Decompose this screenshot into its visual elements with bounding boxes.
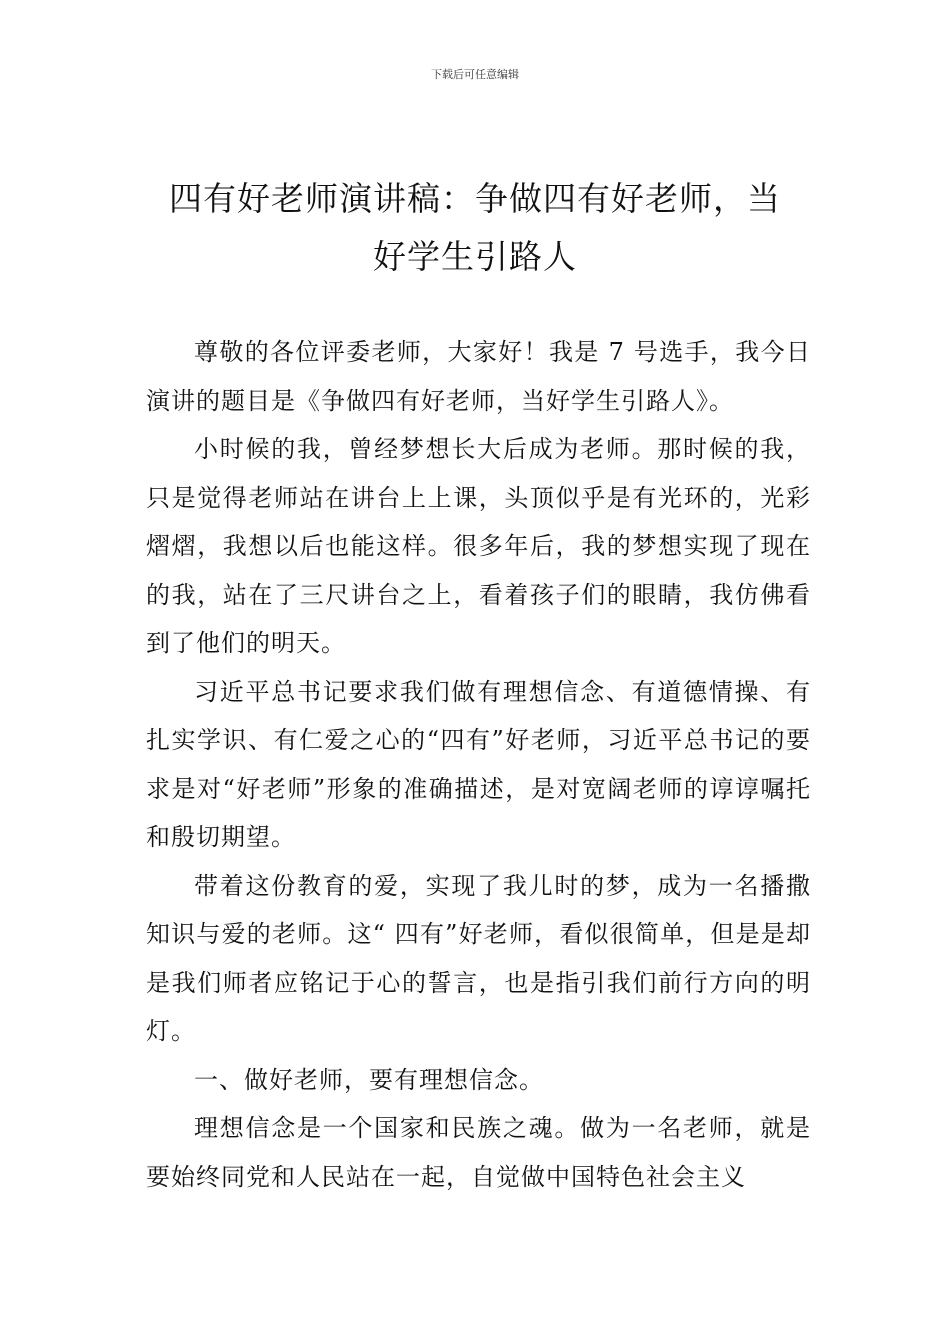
section-heading-1: 一、做好老师，要有理想信念。 [194,1065,544,1094]
title-line-2: 好学生引路人 [373,237,577,276]
page-header-note: 下载后可任意编辑 [431,68,519,81]
paragraph-four-haves: 习近平总书记要求我们做有理想信念、有道德情操、有扎实学识、有仁爱之心的“四有”好老师，习近平总书记的要求是对“好老师”形象的准确描述，是对宽阔老师的谆谆嘱托和殷切期望。 [146,677,811,851]
paragraph-childhood-dream: 小时候的我，曾经梦想长大后成为老师。那时候的我，只是觉得老师站在讲台上上课，头顶似乎是有光环的，光彩熠熠，我想以后也能这样。很多年后，我的梦想实现了现在的我，站在了三尺讲台之上，看着孩子们的眼睛，我仿佛看到了他们的明天。 [146,435,811,657]
document-body [146,328,811,1201]
paragraph-ideals: 理想信念是一个国家和民族之魂。做为一名老师，就是要始终同党和人民站在一起，自觉做中国特色社会主义 [146,1114,811,1191]
paragraph-greeting: 尊敬的各位评委老师，大家好！我是 7 号选手，我今日演讲的题目是《争做四有好老师，当好学生引路人》。 [146,338,811,415]
paragraph-education-love: 带着这份教育的爱，实现了我儿时的梦，成为一名播撒知识与爱的老师。这“ 四有”好老师，看似很简单，但是是却是我们师者应铭记于心的誓言，也是指引我们前行方向的明灯。 [146,871,811,1045]
title-line-1: 四有好老师演讲稿：争做四有好老师，当 [169,179,781,218]
document-title [140,170,810,286]
